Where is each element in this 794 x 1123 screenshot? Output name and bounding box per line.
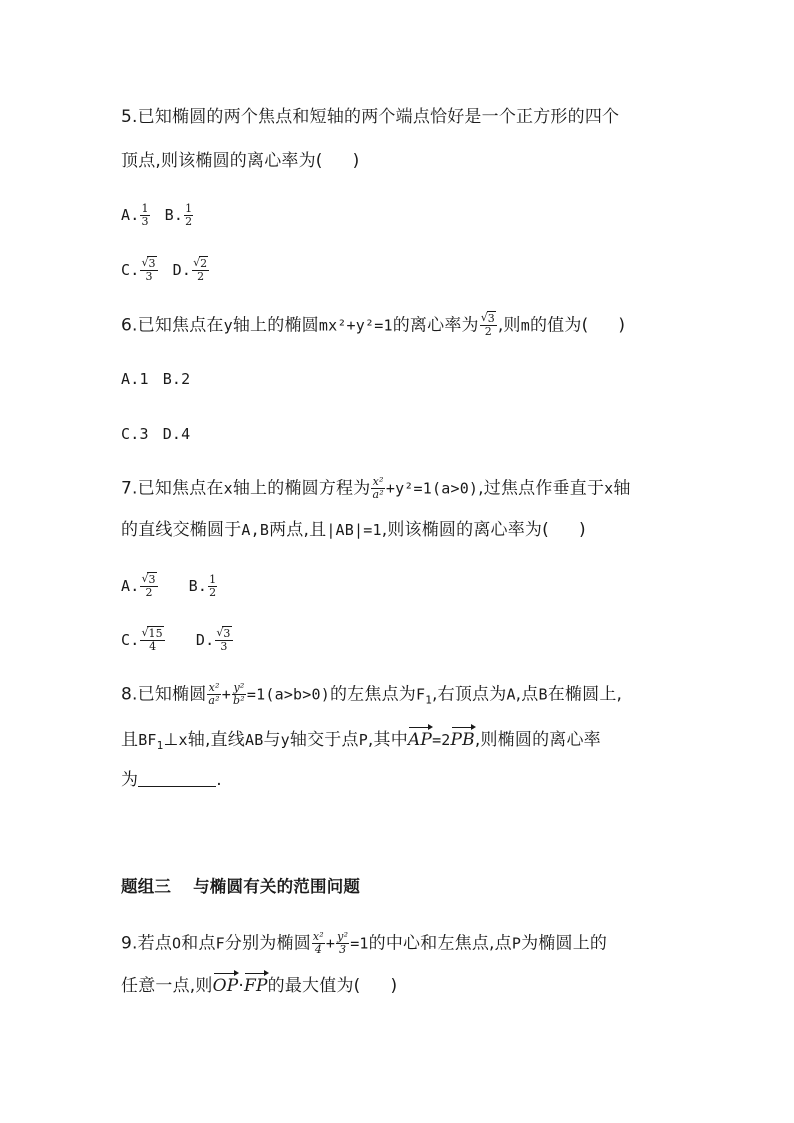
q7-option-c-fraction: √ 15 4 (141, 626, 163, 653)
q7-option-d-label: D. (195, 631, 215, 649)
q7-option-b-fraction: $\frac{1}{2}$ (209, 573, 217, 599)
q5-option-c-label: C. (121, 261, 140, 279)
q9-line1: 9.若点O和点F分别为椭圆 $\frac{\text{x²}}{4}$ + $\frac{\text{y²}}{3}$ =1的中心和左焦点,点P为椭圆上的 (121, 930, 608, 956)
q7-option-b-label: B. (188, 577, 208, 595)
q8-fraction-x: $\frac{\text{x²}}{\text{a²}}$ (208, 681, 220, 707)
q8-equation: =1(a>b>0) (246, 685, 330, 704)
q7-option-c-label: C. (121, 631, 140, 649)
q5-option-b-fraction: $\frac{1}{2}$ (185, 202, 193, 228)
q7-fraction: $\frac{\text{x²}}{\text{a²}}$ (372, 475, 384, 501)
q7-options-cd (121, 628, 234, 653)
q7-option-d-fraction: √ 3 3 (216, 626, 231, 653)
section-title: 题组三 (121, 877, 172, 896)
q8-answer-blank (138, 786, 216, 787)
q5-option-d-fraction: √ 2 2 (193, 256, 208, 283)
q5-option-a-label: A. (121, 206, 140, 224)
q8-vector-ap: AP (408, 726, 432, 752)
q8-line3: 为 . (121, 770, 222, 790)
q7-option-a-fraction: √ 3 2 (141, 572, 156, 599)
q7-option-a-label: A. (121, 577, 140, 595)
q6-option-b: B.2 (162, 370, 191, 388)
q5-stem-line1: 5.已知椭圆的两个焦点和短轴的两个端点恰好是一个正方形的四个 (121, 107, 620, 127)
q8-vector-pb: PB (451, 726, 475, 752)
q5-option-a-fraction: $\frac{1}{3}$ (141, 202, 149, 228)
q5-option-b-label: B. (164, 206, 184, 224)
section-subtitle: 与椭圆有关的范围问题 (193, 877, 361, 896)
q6-fraction: √ 3 2 (480, 311, 495, 338)
q9-line2: 任意一点,则OP·FP的最大值为( ) (121, 972, 397, 998)
q8-fraction-y: $\frac{\text{y²}}{\text{b²}}$ (233, 681, 245, 707)
q5-options-cd (121, 258, 210, 283)
q7-options-ab (121, 574, 218, 599)
q7-close-paren: ) (578, 520, 586, 540)
q5-options-ab (121, 203, 194, 228)
q6-options-cd (121, 422, 190, 446)
q6-equation: mx²+y²=1 (318, 316, 393, 335)
q9-vector-fp: FP (244, 972, 268, 998)
q7-line1: 7.已知焦点在x轴上的椭圆方程为 $\frac{\text{x²}}{\text{a²}}$ +y²=1(a>0),过焦点作垂直于x轴 (121, 475, 631, 501)
q6-option-d: D.4 (162, 425, 191, 443)
q5-line1 (121, 105, 619, 129)
q5-line2 (121, 149, 359, 173)
q6-options-ab (121, 367, 190, 391)
q9-close-paren: ) (390, 976, 398, 996)
q7-line2: 的直线交椭圆于A,B两点,且|AB|=1,则该椭圆的离心率为( ) (121, 520, 586, 540)
q5-close-paren: ) (352, 151, 360, 171)
q9-fraction-y: $\frac{\text{y²}}{3}$ (337, 930, 349, 956)
q6-option-c: C.3 (121, 425, 149, 443)
q8-line2: 且$BF_1\perp x$轴,直线AB与y轴交于点P,其中AP=2PB,则椭圆的离心率 (121, 726, 601, 758)
q8-line1: 8.已知椭圆 $\frac{\text{x²}}{\text{a²}}$ + $\frac{\text{y²}}{\text{b²}}$ =1(a>b>0)的左焦点为$F_1$,右顶点为A,点B在椭圆上, (121, 681, 623, 707)
q9-equation: =1 (350, 934, 369, 953)
q5-option-d-label: D. (172, 261, 192, 279)
section-heading (121, 875, 360, 899)
q9-vector-op: OP (213, 972, 239, 998)
q5-stem-line2: 顶点,则该椭圆的离心率为( (121, 151, 323, 171)
q6-option-a: A.1 (121, 370, 149, 388)
q9-fraction-x: $\frac{\text{x²}}{4}$ (312, 930, 324, 956)
q6-line1: 6.已知焦点在y轴上的椭圆mx²+y²=1的离心率为 √ 3 2 ,则m的值为( ) (121, 311, 626, 338)
q7-equation: +y²=1(a>0) (385, 479, 479, 498)
q6-close-paren: ) (618, 315, 626, 336)
q5-option-c-fraction: √ 3 3 (141, 256, 156, 283)
